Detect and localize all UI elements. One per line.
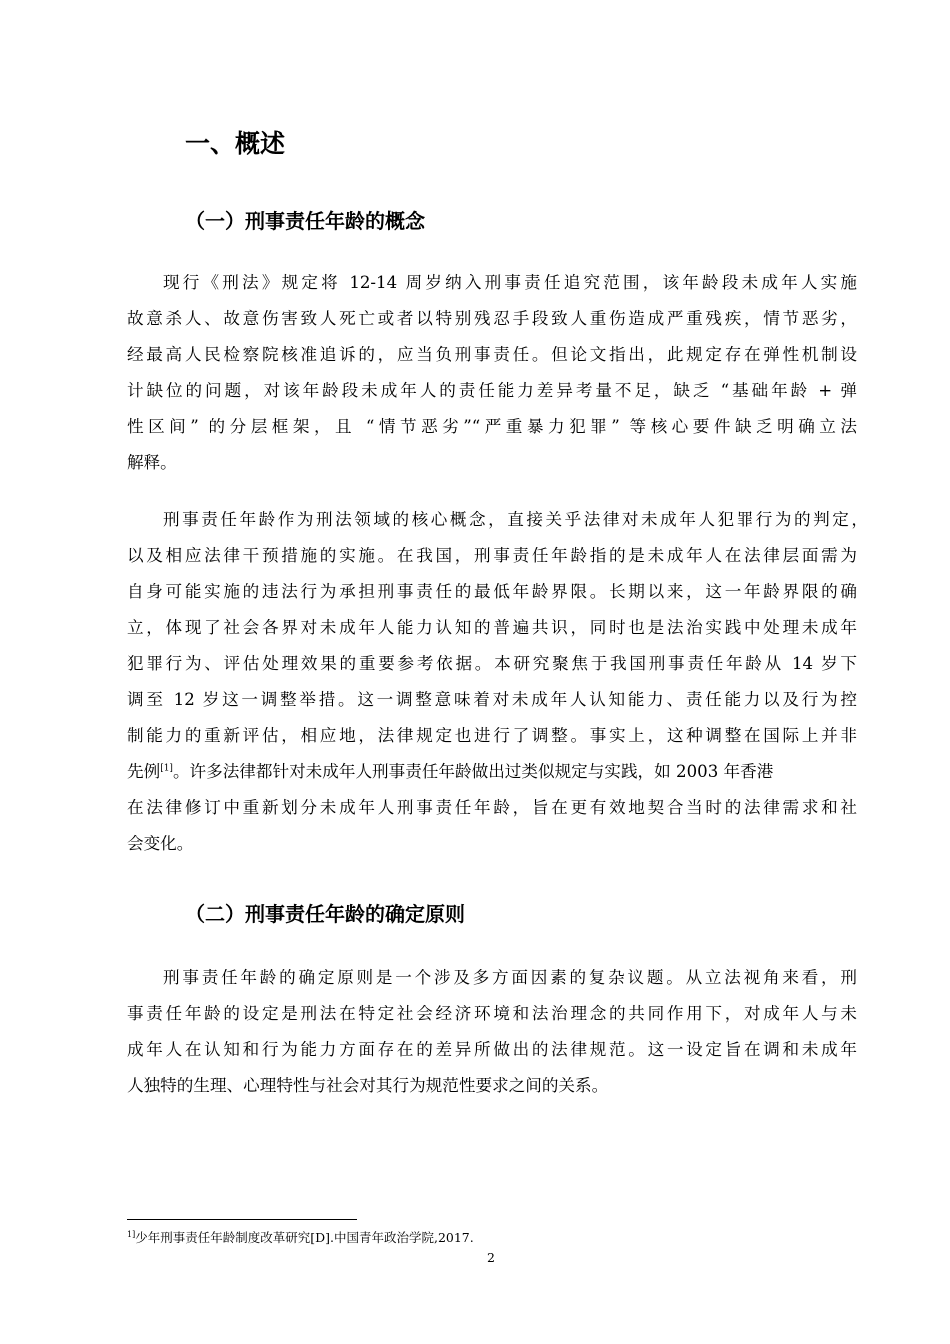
paragraph-line: 调至 12 岁这一调整举措。这一调整意味着对未成年人认知能力、责任能力以及行为控 (127, 690, 857, 709)
paragraph-line: 在法律修订中重新划分未成年人刑事责任年龄，旨在更有效地契合当时的法律需求和社 (127, 798, 857, 817)
section-heading-2: （二）刑事责任年龄的确定原则 (185, 902, 465, 926)
footnote-reference[interactable]: [1] (160, 763, 173, 774)
chapter-heading: 一、概述 (185, 129, 286, 158)
paragraph-line: 故意杀人、故意伤害致人死亡或者以特别残忍手段致人重伤造成严重残疾，情节恶劣， (127, 309, 857, 328)
paragraph-line: 犯罪行为、评估处理效果的重要参考依据。本研究聚焦于我国刑事责任年龄从 14 岁下 (127, 654, 857, 673)
paragraph-line: 制能力的重新评估，相应地，法律规定也进行了调整。事实上，这种调整在国际上并非 (127, 726, 857, 745)
paragraph-line: 刑事责任年龄作为刑法领域的核心概念，直接关乎法律对未成年人犯罪行为的判定， (163, 510, 868, 529)
page-number: 2 (487, 1250, 495, 1265)
footnote-separator (127, 1219, 357, 1220)
paragraph-line: 经最高人民检察院核准追诉的，应当负刑事责任。但论文指出，此规定存在弹性机制设 (127, 345, 857, 364)
paragraph-line: 解释。 (127, 453, 177, 472)
paragraph-line: 立，体现了社会各界对未成年人能力认知的普遍共识，同时也是法治实践中处理未成年 (127, 618, 857, 637)
paragraph-line: 人独特的生理、心理特性与社会对其行为规范性要求之间的关系。 (127, 1076, 609, 1095)
paragraph-line-with-footnote (127, 760, 857, 784)
footnote-text: 少年刑事责任年龄制度改革研究[D].中国青年政治学院,2017. (135, 1230, 474, 1245)
line-text: 。许多法律都针对未成年人刑事责任年龄做出过类似规定与实践，如 2003 年香港 (172, 762, 774, 781)
paragraph-line: 成年人在认知和行为能力方面存在的差异所做出的法律规范。这一设定旨在调和未成年 (127, 1040, 857, 1059)
footnote-marker: 1] (127, 1229, 136, 1239)
paragraph-line: 刑事责任年龄的确定原则是一个涉及多方面因素的复杂议题。从立法视角来看，刑 (163, 968, 857, 987)
paragraph-line: 会变化。 (127, 834, 194, 853)
paragraph-line: 计缺位的问题，对该年龄段未成年人的责任能力差异考量不足，缺乏 “基础年龄 + 弹 (127, 381, 857, 400)
paragraph-line: 自身可能实施的违法行为承担刑事责任的最低年龄界限。长期以来，这一年龄界限的确 (127, 582, 857, 601)
paragraph-line: 现行《刑法》规定将 12-14 周岁纳入刑事责任追究范围，该年龄段未成年人实施 (163, 273, 857, 292)
paragraph-line: 事责任年龄的设定是刑法在特定社会经济环境和法治理念的共同作用下，对成年人与未 (127, 1004, 857, 1023)
footnote (127, 1229, 474, 1247)
line-text: 先例 (127, 762, 161, 781)
paragraph-line: 以及相应法律干预措施的实施。在我国，刑事责任年龄指的是未成年人在法律层面需为 (127, 546, 857, 565)
paragraph-line: 性区间” 的分层框架，且 “情节恶劣”“严重暴力犯罪” 等核心要件缺乏明确立法 (127, 417, 857, 436)
section-heading-1: （一）刑事责任年龄的概念 (185, 209, 425, 233)
